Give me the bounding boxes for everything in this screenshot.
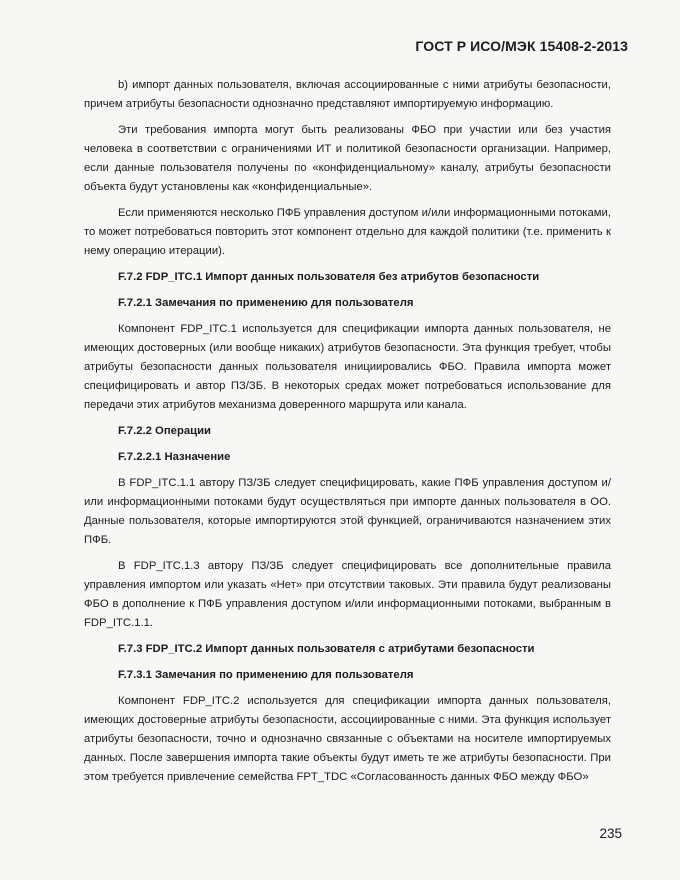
section-heading: F.7.3 FDP_ITC.2 Импорт данных пользователя с атрибутами безопасности xyxy=(118,643,535,655)
subsection-heading: F.7.2.2.1 Назначение xyxy=(118,451,231,463)
subsection-heading: F.7.2.2 Операции xyxy=(118,425,211,437)
paragraph: Если применяются несколько ПФБ управления доступом и/или информационными потоками, то может потребоваться повторить этот компонент отдельно для каждой политики (т.е. применить к нему операцию итерации). xyxy=(84,207,611,257)
subsection-heading: F.7.3.1 Замечания по применению для пользователя xyxy=(118,669,414,681)
subsection-heading: F.7.2.1 Замечания по применению для пользователя xyxy=(118,297,414,309)
paragraph: Эти требования импорта могут быть реализованы ФБО при участии или без участия человека в соответствии с ограничениями ИТ и политикой безопасности организации. Например, если данные пользователя получены по «конфиденциальному» каналу, атрибуты безопасности объекта будут установлены как «конфиденциальные». xyxy=(84,124,611,193)
paragraph: Компонент FDP_ITC.2 используется для спецификации импорта данных пользователя, имеющих достоверные атрибуты безопасности, ассоциированные с ними. Эта функция использует атрибуты безопасности, точно и однозначно связанные с объектами на носителе импортируемых данных. После завершения импорта такие объекты будут иметь те же атрибуты безопасности. При этом требуется привлечение семейства FPT_TDC «Согласованность данных ФБО между ФБО» xyxy=(84,695,611,783)
paragraph: В FDP_ITC.1.3 автору ПЗ/ЗБ следует специфицировать все дополнительные правила управления импортом или указать «Нет» при отсутствии таковых. Эти правила будут реализованы ФБО в дополнение к ПФБ управления доступом и/или информационными потоками, выбранным в FDP_ITC.1.1. xyxy=(84,560,611,629)
page-number: 235 xyxy=(599,826,622,841)
section-heading: F.7.2 FDP_ITC.1 Импорт данных пользователя без атрибутов безопасности xyxy=(118,271,540,283)
paragraph: В FDP_ITC.1.1 автору ПЗ/ЗБ следует специфицировать, какие ПФБ управления доступом и/или информационными потоками будут осуществляться при импорте данных пользователя в ОО. Данные пользователя, которые импортируются этой функцией, ограничиваются назначением этих ПФБ. xyxy=(84,477,611,546)
standard-title: ГОСТ Р ИСО/МЭК 15408-2-2013 xyxy=(415,38,628,54)
document-body xyxy=(84,76,611,794)
paragraph: b) импорт данных пользователя, включая ассоциированные с ними атрибуты безопасности, причем атрибуты безопасности однозначно представляют импортируемую информацию. xyxy=(84,79,611,110)
paragraph: Компонент FDP_ITC.1 используется для спецификации импорта данных пользователя, не имеющих достоверных (или вообще никаких) атрибутов безопасности. Эта функция требует, чтобы атрибуты безопасности данных пользователя инициировались ФБО. Правила импорта может специфицировать и автор ПЗ/ЗБ. В некоторых средах может потребоваться использование для передачи этих атрибутов механизма доверенного маршрута или канала. xyxy=(84,323,611,411)
